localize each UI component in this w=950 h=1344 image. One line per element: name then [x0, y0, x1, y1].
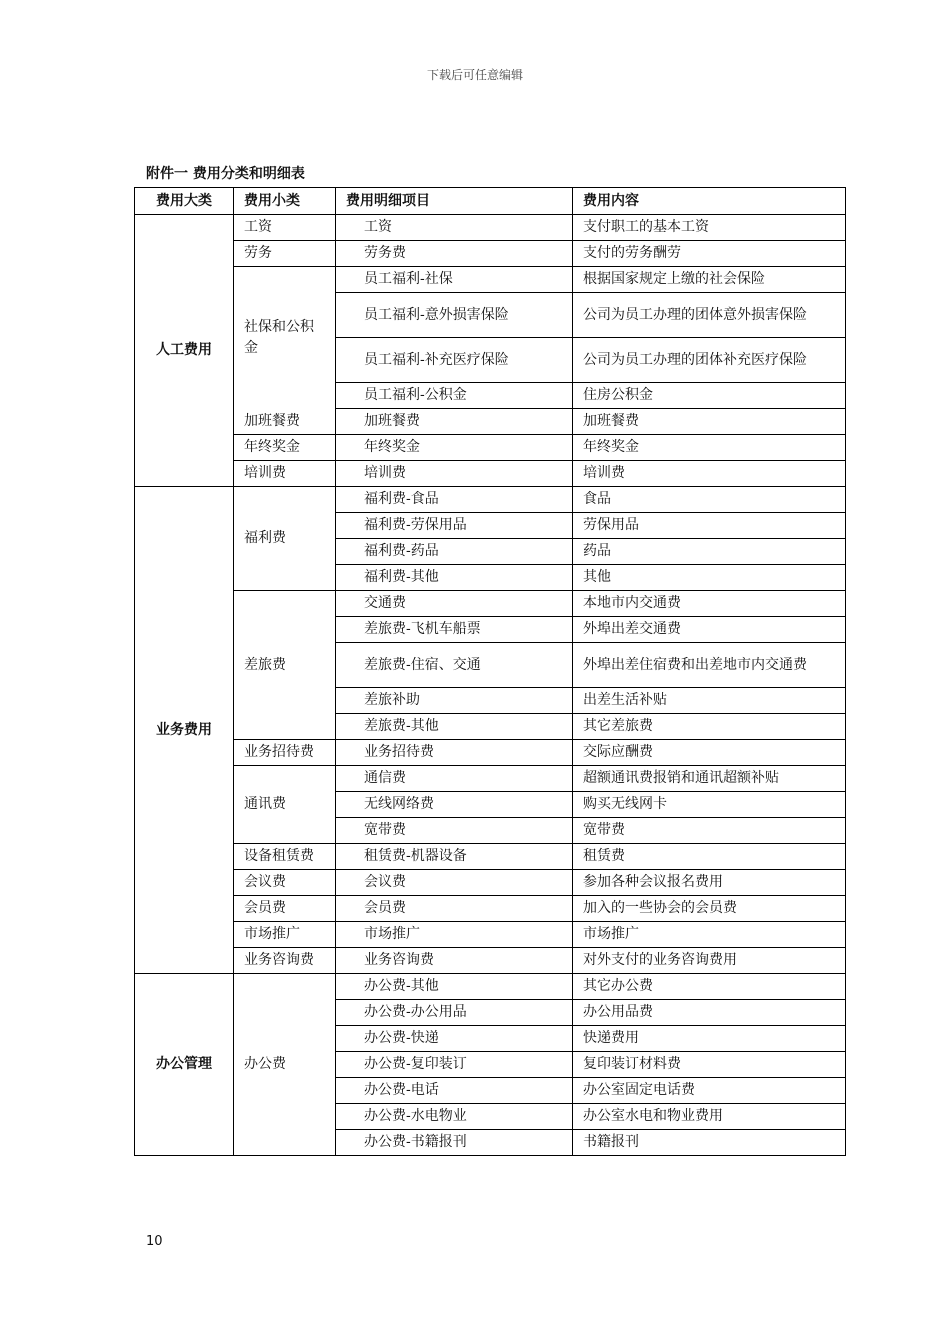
content-cell: 快递费用 — [573, 1026, 846, 1052]
subcategory-cell: 培训费 — [234, 461, 336, 487]
content-cell: 办公用品费 — [573, 1000, 846, 1026]
subcategory-cell: 劳务 — [234, 241, 336, 267]
column-header: 费用内容 — [573, 188, 846, 215]
subcategory-cell: 会员费 — [234, 896, 336, 922]
table-row — [135, 844, 846, 870]
item-cell: 工资 — [336, 215, 573, 241]
subcategory-cell: 会议费 — [234, 870, 336, 896]
item-cell: 会议费 — [336, 870, 573, 896]
content-cell: 其它差旅费 — [573, 714, 846, 740]
subcategory-cell: 设备租赁费 — [234, 844, 336, 870]
table-row — [135, 591, 846, 617]
column-header: 费用小类 — [234, 188, 336, 215]
content-cell: 办公室水电和物业费用 — [573, 1104, 846, 1130]
item-cell: 办公费-办公用品 — [336, 1000, 573, 1026]
item-cell: 员工福利-意外损害保险 — [336, 293, 573, 338]
content-cell: 劳保用品 — [573, 513, 846, 539]
content-cell: 出差生活补贴 — [573, 688, 846, 714]
subcategory-cell: 福利费 — [234, 487, 336, 591]
content-cell: 办公室固定电话费 — [573, 1078, 846, 1104]
item-cell: 加班餐费 — [336, 409, 573, 435]
item-cell: 差旅费-住宿、交通 — [336, 643, 573, 688]
content-cell: 药品 — [573, 539, 846, 565]
item-cell: 差旅费-飞机车船票 — [336, 617, 573, 643]
subcategory-cell: 加班餐费 — [234, 409, 336, 435]
item-cell: 宽带费 — [336, 818, 573, 844]
item-cell: 差旅补助 — [336, 688, 573, 714]
subcategory-cell: 业务咨询费 — [234, 948, 336, 974]
content-cell: 购买无线网卡 — [573, 792, 846, 818]
item-cell: 办公费-书籍报刊 — [336, 1130, 573, 1156]
table-row — [135, 870, 846, 896]
item-cell: 办公费-复印装订 — [336, 1052, 573, 1078]
content-cell: 交际应酬费 — [573, 740, 846, 766]
item-cell: 办公费-电话 — [336, 1078, 573, 1104]
item-cell: 办公费-其他 — [336, 974, 573, 1000]
item-cell: 年终奖金 — [336, 435, 573, 461]
column-header: 费用明细项目 — [336, 188, 573, 215]
item-cell: 租赁费-机器设备 — [336, 844, 573, 870]
item-cell: 办公费-水电物业 — [336, 1104, 573, 1130]
content-cell: 支付的劳务酬劳 — [573, 241, 846, 267]
content-cell: 住房公积金 — [573, 383, 846, 409]
content-cell: 超额通讯费报销和通讯超额补贴 — [573, 766, 846, 792]
content-cell: 外埠出差交通费 — [573, 617, 846, 643]
table-row — [135, 241, 846, 267]
category-cell: 人工费用 — [135, 215, 234, 487]
subcategory-cell: 差旅费 — [234, 591, 336, 740]
table-row — [135, 766, 846, 792]
content-cell: 租赁费 — [573, 844, 846, 870]
table-row — [135, 409, 846, 435]
content-cell: 书籍报刊 — [573, 1130, 846, 1156]
content-cell: 公司为员工办理的团体意外损害保险 — [573, 293, 846, 338]
content-cell: 本地市内交通费 — [573, 591, 846, 617]
item-cell: 办公费-快递 — [336, 1026, 573, 1052]
item-cell: 福利费-食品 — [336, 487, 573, 513]
table-row — [135, 267, 846, 293]
subcategory-cell: 工资 — [234, 215, 336, 241]
page-number: 10 — [146, 1234, 163, 1249]
column-header: 费用大类 — [135, 188, 234, 215]
item-cell: 会员费 — [336, 896, 573, 922]
subcategory-cell: 市场推广 — [234, 922, 336, 948]
subcategory-cell: 社保和公积金 — [234, 267, 336, 409]
item-cell: 劳务费 — [336, 241, 573, 267]
table-row — [135, 461, 846, 487]
subcategory-cell: 年终奖金 — [234, 435, 336, 461]
table-row — [135, 948, 846, 974]
item-cell: 业务咨询费 — [336, 948, 573, 974]
table-row — [135, 740, 846, 766]
document-title: 附件一 费用分类和明细表 — [146, 166, 305, 182]
category-cell: 业务费用 — [135, 487, 234, 974]
category-cell: 办公管理 — [135, 974, 234, 1156]
content-cell: 外埠出差住宿费和出差地市内交通费 — [573, 643, 846, 688]
item-cell: 无线网络费 — [336, 792, 573, 818]
item-cell: 差旅费-其他 — [336, 714, 573, 740]
item-cell: 福利费-其他 — [336, 565, 573, 591]
content-cell: 根据国家规定上缴的社会保险 — [573, 267, 846, 293]
item-cell: 福利费-劳保用品 — [336, 513, 573, 539]
content-cell: 支付职工的基本工资 — [573, 215, 846, 241]
table-row — [135, 487, 846, 513]
item-cell: 员工福利-补充医疗保险 — [336, 338, 573, 383]
content-cell: 对外支付的业务咨询费用 — [573, 948, 846, 974]
content-cell: 其它办公费 — [573, 974, 846, 1000]
item-cell: 员工福利-社保 — [336, 267, 573, 293]
fee-table — [134, 187, 846, 1156]
table-row — [135, 974, 846, 1000]
content-cell: 其他 — [573, 565, 846, 591]
content-cell: 年终奖金 — [573, 435, 846, 461]
subcategory-cell: 办公费 — [234, 974, 336, 1156]
table-header-row — [135, 188, 846, 215]
content-cell: 市场推广 — [573, 922, 846, 948]
content-cell: 复印装订材料费 — [573, 1052, 846, 1078]
subcategory-cell: 通讯费 — [234, 766, 336, 844]
item-cell: 业务招待费 — [336, 740, 573, 766]
content-cell: 加入的一些协会的会员费 — [573, 896, 846, 922]
content-cell: 参加各种会议报名费用 — [573, 870, 846, 896]
content-cell: 公司为员工办理的团体补充医疗保险 — [573, 338, 846, 383]
item-cell: 市场推广 — [336, 922, 573, 948]
header-note: 下载后可任意编辑 — [426, 68, 523, 82]
item-cell: 交通费 — [336, 591, 573, 617]
table-row — [135, 435, 846, 461]
item-cell: 通信费 — [336, 766, 573, 792]
item-cell: 员工福利-公积金 — [336, 383, 573, 409]
item-cell: 福利费-药品 — [336, 539, 573, 565]
table-row — [135, 215, 846, 241]
subcategory-cell: 业务招待费 — [234, 740, 336, 766]
item-cell: 培训费 — [336, 461, 573, 487]
content-cell: 宽带费 — [573, 818, 846, 844]
content-cell: 食品 — [573, 487, 846, 513]
content-cell: 加班餐费 — [573, 409, 846, 435]
table-row — [135, 896, 846, 922]
content-cell: 培训费 — [573, 461, 846, 487]
table-row — [135, 922, 846, 948]
